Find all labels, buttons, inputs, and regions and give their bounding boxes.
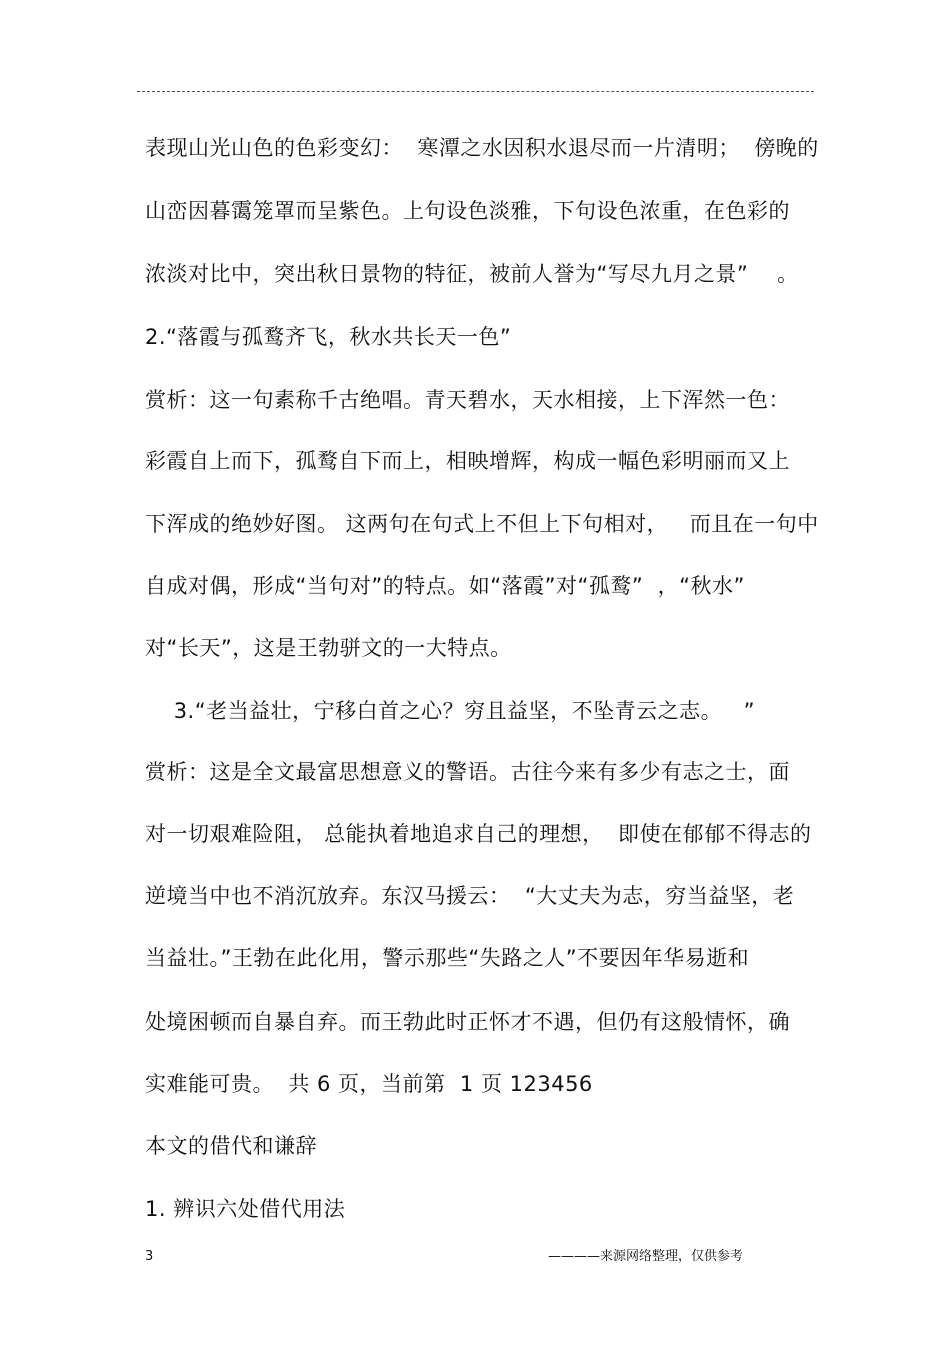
text-line: 2.“落霞与孤鹜齐飞，秋水共长天一色” (145, 325, 512, 349)
page-number: 3 (145, 1249, 154, 1264)
header-divider (137, 91, 814, 92)
text-line: 自成对偶，形成“当句对”的特点。如“落霞”对“孤鹜” ，“秋水” (145, 574, 745, 598)
text-line: 赏析：这是全文最富思想意义的警语。古往今来有多少有志之士，面 (145, 760, 790, 784)
text-line: 浓淡对比中，突出秋日景物的特征，被前人誉为“写尽九月之景” 。 (145, 262, 799, 286)
source-note: ————来源网络整理，仅供参考 (548, 1249, 744, 1264)
text-line: 下浑成的绝妙好图。 这两句在句式上不但上下句相对， 而且在一句中 (145, 512, 819, 536)
text-line: 对“长天”，这是王勃骈文的一大特点。 (145, 636, 512, 660)
text-line: 实难能可贵。 共 6 页，当前第 1 页 123456 (145, 1072, 593, 1096)
text-line: 山峦因暮霭笼罩而呈紫色。上句设色淡雅，下句设色浓重，在色彩的 (145, 199, 790, 223)
text-line: 逆境当中也不消沉放弃。东汉马援云： “大丈夫为志，穷当益坚，老 (145, 884, 795, 908)
text-line: 彩霞自上而下，孤鹜自下而上，相映增辉，构成一幅色彩明丽而又上 (145, 449, 790, 473)
list-item: 1. 辨识六处借代用法 (145, 1197, 346, 1221)
section-heading: 本文的借代和谦辞 (145, 1134, 317, 1158)
text-line: 对一切艰难险阻， 总能执着地追求自己的理想， 即使在郁郁不得志的 (145, 822, 812, 846)
text-line: 表现山光山色的色彩变幻： 寒潭之水因积水退尽而一片清明； 傍晚的 (145, 136, 819, 160)
text-line: 赏析：这一句素称千古绝唱。青天碧水，天水相接，上下浑然一色： (145, 388, 790, 412)
text-line: 处境困顿而自暴自弃。而王勃此时正怀才不遇，但仍有这般情怀，确 (145, 1010, 790, 1034)
text-line: 当益壮。”王勃在此化用，警示那些“失路之人”不要因年华易逝和 (145, 946, 750, 970)
text-line: 3.“老当益壮，宁移白首之心？穷且益坚，不坠青云之志。 ” (145, 699, 756, 723)
